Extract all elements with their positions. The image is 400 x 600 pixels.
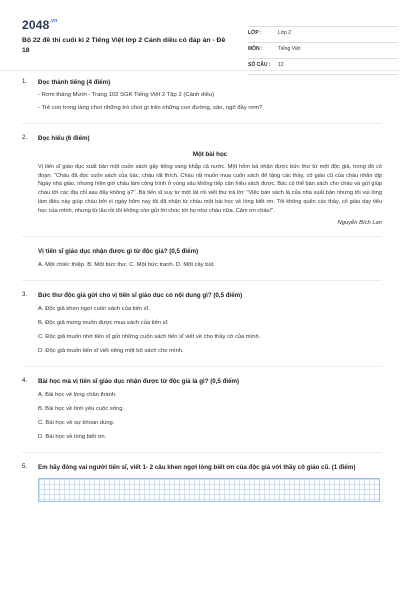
document-title: Bộ 22 đề thi cuối kì 2 Tiếng Việt lớp 2 Cánh diều có đáp án - Đề 18 bbox=[22, 37, 226, 54]
meta-row-subject bbox=[248, 43, 398, 59]
question-number: 1. bbox=[22, 78, 28, 85]
question-5 bbox=[22, 463, 382, 502]
option-b[interactable]: B. Bài học về tình yêu cuộc sống. bbox=[38, 406, 125, 413]
story-title: Một bài học bbox=[192, 151, 228, 158]
logo-suffix: .vn bbox=[49, 18, 58, 24]
question-line: - Trẻ con trong làng chơi những trò chơi gì trên những con đường, sân, ngõ đầy rơm? bbox=[38, 105, 263, 111]
question-title: Em hãy đóng vai người tiến sĩ, viết 1- 2 câu khen ngợi lòng biết ơn của độc giả với thầy cô giáo cũ. (1 điểm) bbox=[38, 464, 356, 472]
meta-value: Tiếng Việt bbox=[278, 46, 301, 52]
meta-row-grade bbox=[248, 26, 398, 43]
question-3 bbox=[22, 291, 382, 367]
meta-label: LỚP : bbox=[248, 30, 262, 36]
divider bbox=[22, 452, 382, 453]
meta-table bbox=[248, 26, 398, 75]
meta-value: 12 bbox=[278, 62, 284, 68]
answer-writing-grid[interactable] bbox=[38, 478, 380, 502]
divider bbox=[22, 123, 382, 124]
exam-content bbox=[22, 78, 382, 512]
divider bbox=[22, 236, 382, 237]
option-c[interactable]: C. Độc giả muốn nhờ tiến sĩ gửi những cuốn sách tiến sĩ viết về cho thầy cô của mình. bbox=[38, 334, 261, 341]
site-logo[interactable] bbox=[22, 18, 57, 32]
meta-label: SỐ CÂU : bbox=[248, 62, 271, 68]
sub-question-title: Vị tiến sĩ giáo dục nhận được gì từ độc giả? (0,5 điểm) bbox=[38, 248, 199, 256]
question-number: 3. bbox=[22, 291, 28, 299]
header-divider bbox=[0, 70, 400, 71]
option-c[interactable]: C. Bài học về sự khoan dung. bbox=[38, 420, 115, 427]
divider bbox=[22, 280, 382, 281]
option-d[interactable]: D. Bài học về lòng biết ơn. bbox=[38, 434, 107, 441]
option-d[interactable]: D. Độc giả muốn tiến sĩ viết riêng một bộ sách cho mình. bbox=[38, 348, 184, 355]
question-title: Bức thư độc giả gửi cho vị tiến sĩ giáo dục có nội dung gì? (0,5 điểm) bbox=[38, 292, 243, 300]
sub-question-options: A. Một chiếc thiệp. B. Một bức thư. C. Một bức tranh. D. Một cây bút. bbox=[38, 262, 215, 269]
question-title: Đọc hiểu (6 điểm) bbox=[38, 135, 90, 142]
option-b[interactable]: B. Độc giả mong muốn được mua sách của tiến sĩ. bbox=[38, 320, 169, 327]
question-number: 4. bbox=[22, 377, 28, 385]
logo-main: 2048 bbox=[22, 18, 50, 32]
story-paragraph: Vị tiến sĩ giáo dục xuất bản một cuốn sách gây tiếng vang khắp cả nước. Một hôm bà nhận được bức thư từ một độc giả, trong đó có đoạn: "Cháu đã đọc cuốn sách của bác, cháu rất thích. Cháu rất muốn mua cuốn sách để tặng các thầy, cô giáo cũ của cháu nhân dịp Ngày nhà giáo, nhưng hiện giờ cháu làm công trình ở vùng sâu không tiếp cận hiệu sách được. Bác có thể bán sách cho cháu và gửi giúp cháu tới các địa chỉ sau đây không ạ?". Bà tiến sĩ suy tư một lát rồi viết thư trả lời: "Việc bán sách là của nhà xuất bản nhưng tôi vui lòng làm điều này giúp cháu bởi vì ngày hôm nay tôi đã nhận từ cháu một bài học về lòng biết ơn. Tôi không quên các thầy, cô giáo dạy tiểu học của mình, nhưng từ lâu rồi tôi không còn gửi lời chúc tới họ như cháu nữa. Cảm ơn cháu!". bbox=[38, 164, 382, 214]
question-title: Bài học mà vị tiến sĩ giáo dục nhận được từ độc giả là gì? (0,5 điểm) bbox=[38, 378, 240, 386]
divider bbox=[22, 366, 382, 367]
meta-label: MÔN : bbox=[248, 46, 263, 52]
header bbox=[22, 14, 382, 70]
option-a[interactable]: A. Độc giả khen ngợi cuốn sách của tiến sĩ. bbox=[38, 306, 150, 313]
story-author: Nguyễn Bích Lan bbox=[337, 220, 382, 227]
meta-value: Lớp 2 bbox=[278, 30, 292, 36]
question-line: - Rơm tháng Mười - Trang 102 SGK Tiếng Việt 2 Tập 2 (Cánh diều) bbox=[38, 92, 215, 98]
question-4 bbox=[22, 377, 382, 453]
question-2 bbox=[22, 134, 382, 281]
meta-row-count bbox=[248, 59, 398, 75]
question-number: 5. bbox=[22, 463, 28, 471]
question-number: 2. bbox=[22, 134, 28, 141]
question-title: Đọc thành tiếng (4 điểm) bbox=[38, 79, 111, 86]
question-1 bbox=[22, 78, 382, 124]
option-a[interactable]: A. Bài học về lòng chân thành. bbox=[38, 392, 117, 399]
